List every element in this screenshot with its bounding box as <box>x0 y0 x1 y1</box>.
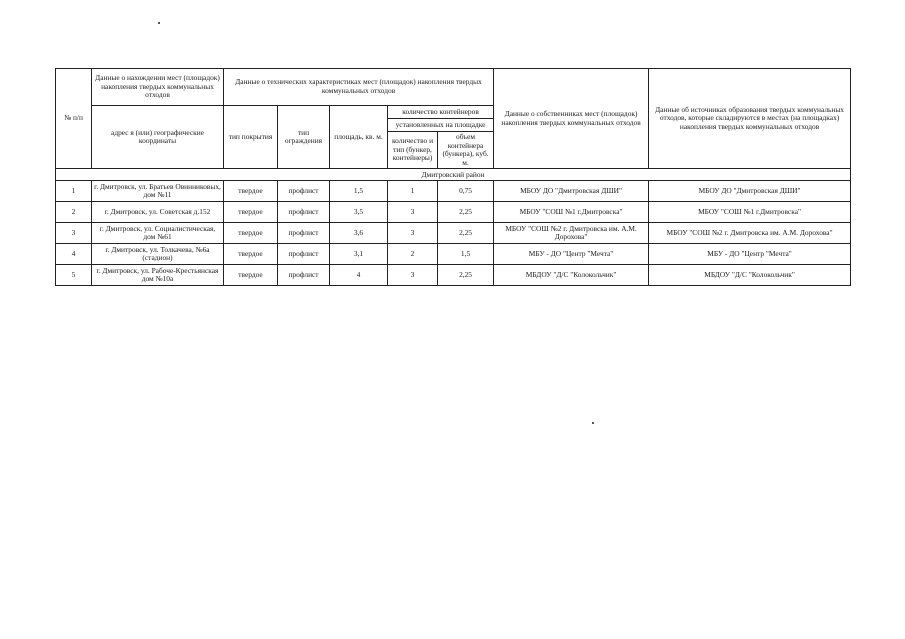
cell-area: 3,5 <box>330 202 388 223</box>
cell-area: 3,1 <box>330 244 388 265</box>
header-fence-type: тип ограждения <box>278 106 330 169</box>
table-row <box>56 223 851 244</box>
cell-address: г. Дмитровск, ул. Социалистическая, дом №61 <box>92 223 224 244</box>
cell-cover: твердое <box>224 244 278 265</box>
header-volume: объем контейнера (бункера), куб. м. <box>438 132 494 169</box>
cell-area: 4 <box>330 265 388 286</box>
header-installed-on-site: установленных на площадке <box>388 119 494 132</box>
cell-owner: МБОУ ДО "Дмитровская ДШИ" <box>494 181 649 202</box>
cell-qty: 3 <box>388 223 438 244</box>
cell-owner: МБДОУ "Д/С "Колокольчик" <box>494 265 649 286</box>
cell-source: МБОУ ДО "Дмитровская ДШИ" <box>649 181 851 202</box>
cell-fence: профлист <box>278 181 330 202</box>
table-row <box>56 181 851 202</box>
cell-num: 5 <box>56 265 92 286</box>
cell-fence: профлист <box>278 223 330 244</box>
scan-speck <box>158 22 160 24</box>
header-num: № п/п <box>56 69 92 169</box>
cell-cover: твердое <box>224 265 278 286</box>
cell-owner: МБОУ "СОШ №2 г. Дмитровска им. А.М. Дорохова" <box>494 223 649 244</box>
cell-qty: 3 <box>388 265 438 286</box>
cell-address: г. Дмитровск, ул. Рабоче-Крестьянская дом №10а <box>92 265 224 286</box>
district-row: Дмитровский район <box>56 169 851 181</box>
table-row <box>56 202 851 223</box>
cell-area: 3,6 <box>330 223 388 244</box>
cell-volume: 0,75 <box>438 181 494 202</box>
cell-cover: твердое <box>224 181 278 202</box>
cell-volume: 2,25 <box>438 265 494 286</box>
header-owners: Данные о собственниках мест (площадок) накопления твердых коммунальных отходов <box>494 69 649 169</box>
table-row <box>56 265 851 286</box>
cell-num: 2 <box>56 202 92 223</box>
cell-fence: профлист <box>278 202 330 223</box>
cell-address: г. Дмитровск, ул. Толкачева, №6а (стадион) <box>92 244 224 265</box>
header-containers-count: количество контейнеров <box>388 106 494 119</box>
cell-num: 3 <box>56 223 92 244</box>
cell-num: 1 <box>56 181 92 202</box>
cell-cover: твердое <box>224 202 278 223</box>
cell-source: МБДОУ "Д/С "Колокольчик" <box>649 265 851 286</box>
cell-volume: 1,5 <box>438 244 494 265</box>
cell-qty: 3 <box>388 202 438 223</box>
cell-qty: 2 <box>388 244 438 265</box>
header-cover-type: тип покрытия <box>224 106 278 169</box>
table-row <box>56 244 851 265</box>
header-tech-group: Данные о технических характеристиках мест (площадок) накопления твердых коммунальных отходов <box>224 69 494 106</box>
header-qty-type: количество и тип (бункер, контейнеры) <box>388 132 438 169</box>
cell-fence: профлист <box>278 244 330 265</box>
header-area: площадь, кв. м. <box>330 106 388 169</box>
header-sources: Данные об источниках образования твердых коммунальных отходов, которые складируются в местах (на площадках) накопления твердых коммунальных отходов <box>649 69 851 169</box>
cell-qty: 1 <box>388 181 438 202</box>
cell-source: МБУ - ДО "Центр "Мечта" <box>649 244 851 265</box>
scan-speck <box>592 422 594 424</box>
cell-address: г. Дмитровск, ул. Советская д.152 <box>92 202 224 223</box>
cell-owner: МБОУ "СОШ №1 г.Дмитровска" <box>494 202 649 223</box>
waste-sites-table <box>55 68 851 286</box>
cell-area: 1,5 <box>330 181 388 202</box>
cell-volume: 2,25 <box>438 202 494 223</box>
cell-num: 4 <box>56 244 92 265</box>
cell-source: МБОУ "СОШ №1 г.Дмитровска" <box>649 202 851 223</box>
cell-source: МБОУ "СОШ №2 г. Дмитровска им. А.М. Дорохова" <box>649 223 851 244</box>
header-location-group: Данные о нахождении мест (площадок) накопления твердых коммунальных отходов <box>92 69 224 106</box>
table-wrapper <box>55 68 850 286</box>
cell-cover: твердое <box>224 223 278 244</box>
header-address: адрес я (или) географические координаты <box>92 106 224 169</box>
cell-owner: МБУ - ДО "Центр "Мечта" <box>494 244 649 265</box>
cell-fence: профлист <box>278 265 330 286</box>
cell-address: г. Дмитровск, ул. Братьев Овинниковых, дом №11 <box>92 181 224 202</box>
cell-volume: 2,25 <box>438 223 494 244</box>
